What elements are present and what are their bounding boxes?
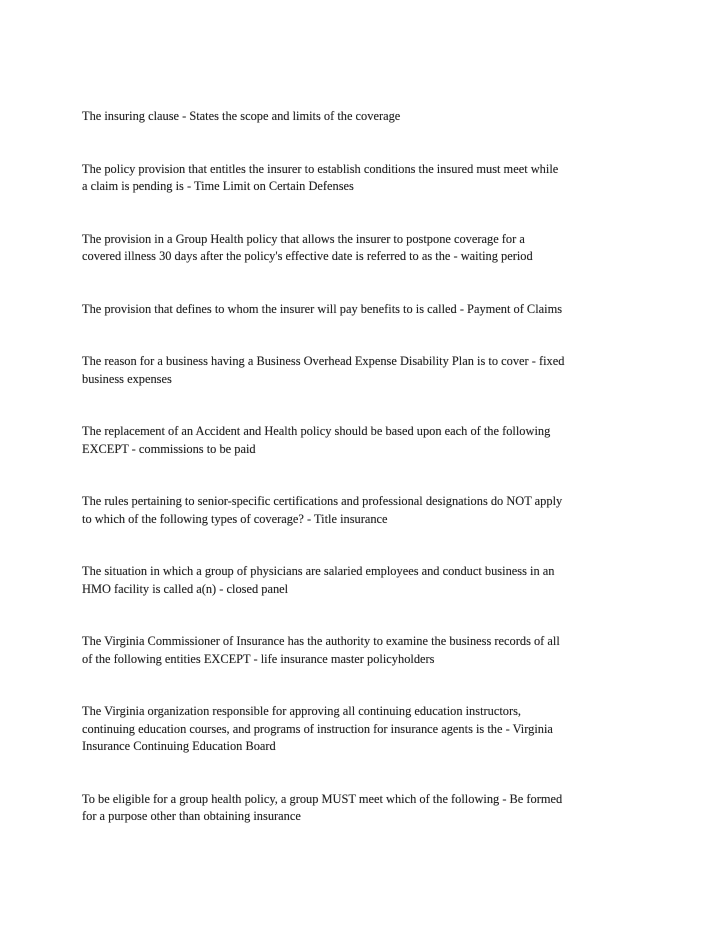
text-line: business expenses (82, 371, 172, 386)
paragraph-virginia-commissioner (82, 633, 648, 668)
paragraph-time-limit-certain-defenses (82, 161, 648, 196)
text-line: To be eligible for a group health policy, a group MUST meet which of the following - Be formed (82, 791, 563, 806)
text-line: The replacement of an Accident and Health policy should be based upon each of the following (82, 424, 551, 438)
paragraph-payment-of-claims (82, 301, 648, 319)
text-line: covered illness 30 days after the policy's effective date is referred to as the - waiting period (82, 249, 533, 263)
text-line: The reason for a business having a Business Overhead Expense Disability Plan is to cover - fixed (82, 354, 565, 368)
text-line: of the following entities EXCEPT - life insurance master policyholders (82, 651, 435, 666)
paragraph-senior-specific-certifications (82, 493, 648, 528)
paragraph-group-health-eligibility (82, 791, 648, 826)
text-line: to which of the following types of coverage? - Title insurance (82, 511, 388, 526)
text-line: Insurance Continuing Education Board (82, 739, 276, 753)
text-line: The provision that defines to whom the insurer will pay benefits to is called - Payment of Claims (82, 301, 563, 316)
paragraph-waiting-period (82, 231, 648, 266)
text-line: for a purpose other than obtaining insurance (82, 809, 301, 823)
paragraph-closed-panel (82, 563, 648, 598)
paragraph-replacement-policy (82, 423, 648, 458)
text-line: The Virginia Commissioner of Insurance has the authority to examine the business records of all (82, 634, 560, 648)
paragraph-business-overhead-expense (82, 353, 648, 388)
text-line: The provision in a Group Health policy that allows the insurer to postpone coverage for a (82, 231, 525, 246)
text-line: continuing education courses, and programs of instruction for insurance agents is the - Virginia (82, 721, 553, 736)
text-line: EXCEPT - commissions to be paid (82, 441, 256, 456)
text-line: a claim is pending is - Time Limit on Certain Defenses (82, 179, 354, 193)
text-line: The situation in which a group of physicians are salaried employees and conduct business in an (82, 564, 555, 578)
text-line: The insuring clause - States the scope and limits of the coverage (82, 109, 401, 123)
text-line: The Virginia organization responsible for approving all continuing education instructors, (82, 704, 522, 718)
paragraph-insuring-clause (82, 108, 648, 126)
paragraph-continuing-education-board (82, 703, 648, 756)
text-line: The policy provision that entitles the insurer to establish conditions the insured must meet while (82, 161, 559, 176)
text-line: HMO facility is called a(n) - closed panel (82, 581, 289, 596)
text-line: The rules pertaining to senior-specific certifications and professional designations do NOT apply (82, 494, 563, 508)
document-text-block (82, 108, 648, 861)
